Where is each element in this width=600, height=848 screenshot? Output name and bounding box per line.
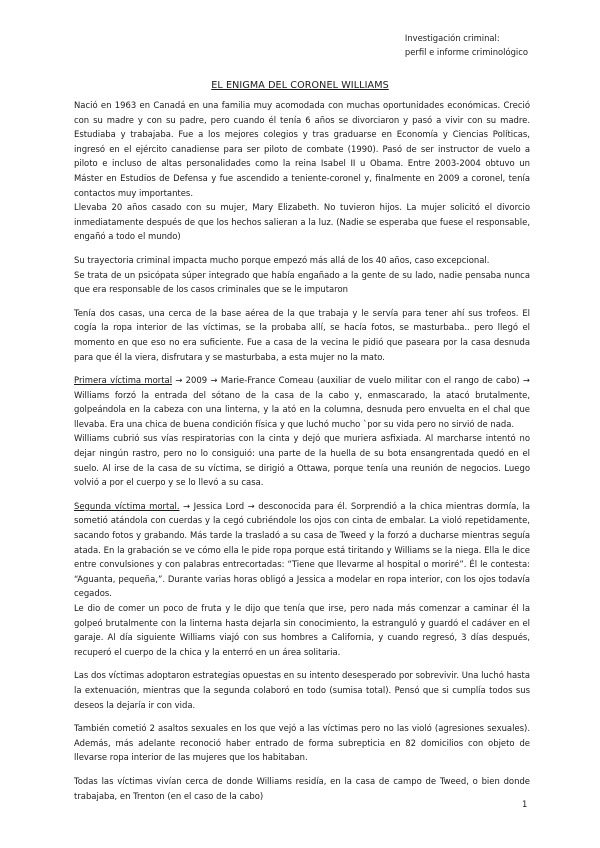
first-victim-text: → 2009 → Marie-France Comeau (auxiliar de vuelo militar con el rango de cabo) → Williams forzó la entrada del sótano de la casa de la cabo y, enmascarado, la atacó brutalmente, golpeándola en la cabeza con una linterna, y la ató en la columna, desnuda pero envuelta en el chal que llevaba. Era una chica de buena condición física y que luchó mucho `por su vida pero no sirvió de nada. [74, 375, 530, 429]
paragraph-trajectory: Su trayectoria criminal impacta mucho porque empezó más allá de los 40 años, caso excepcional. [74, 254, 490, 265]
paragraph-first-victim [74, 373, 530, 431]
paragraph-second-victim-continued: Le dio de comer un poco de fruta y le dijo que tenía que irse, pero nada más comenzar a caminar él la golpeó brutalmente con la linterna hasta dejarla sin conocimiento, la estranguló y guardó el cadáver en el garaje. Al día siguiente Williams viajó con sus hombres a California, y cuando regresó, 3 días después, recuperó el cuerpo de la chica y la enterró en un área solitaria. [74, 603, 530, 657]
header-line-2: perfil e informe criminológico [404, 47, 528, 57]
paragraph-psychopath: Se trata de un psicópata súper integrado que había engañado a la gente de su lado, nadie pensaba nunca que era responsable de los casos criminales que se le imputaron [74, 269, 530, 295]
paragraph-second-victim [74, 499, 530, 601]
running-header [405, 31, 528, 59]
paragraph-biography: Nació en 1963 en Canadá en una familia muy acomodada con muchas oportunidades económicas. Creció con su madre y con su padre, pero cuando él tenía 6 años se divorciaron y pasó a vivir con su madre. Estudiaba y trabajaba. Fue a los mejores colegios y tras graduarse en Economía y Ciencias Políticas, ingresó en el ejército canadiense para ser piloto de combate (1990). Pasó de ser instructor de vuelo a piloto e incluso de altas personalidades como la reina Isabel II u Obama. Entre 2003-2004 obtuvo un Máster en Estudios de Defensa y fue ascendido a teniente-coronel y, finalmente en 2009 a coronel, tenía contactos muy importantes. [74, 100, 530, 198]
paragraph-assaults: También cometió 2 asaltos sexuales en los que vejó a las víctimas pero no las violó (agresiones sexuales). Además, más adelante reconoció haber entrado de forma subrepticia en 82 domicilios con objeto de llevarse ropa interior de las mujeres que los habitaban. [74, 723, 530, 763]
second-victim-text: → Jessica Lord → desconocida para él. Sorprendió a la chica mientras dormía, la sometió atándola con cuerdas y la cegó cubriéndole los ojos con cinta de embalar. La violó repetidamente, sacando fotos y grabando. Más tarde la trasladó a su casa de Tweed y la forzó a ducharse mientras seguía atada. En la grabación se ve cómo ella le pide ropa porque está tiritando y Williams se la niega. Ella le dice entre convulsiones y con palabras entrecortadas: “Tiene que llevarme al hospital o moriré”. Él le contesta: “Aguanta, pequeña,”. Durante varias horas obligó a Jessica a modelar en ropa interior, con los ojos todavía cegados. [74, 500, 530, 599]
paragraph-strategies: Las dos víctimas adoptaron estrategias opuestas en su intento desesperado por sobrevivir. Una luchó hasta la extenuación, mientras que la segunda colaboró en todo (sumisa total). Pensó que si cumplía todos sus deseos la dejaría ir con vida. [74, 670, 530, 710]
paragraph-houses: Tenía dos casas, una cerca de la base aérea de la que trabaja y le servía para tener ahí sus trofeos. El cogía la ropa interior de las víctimas, se la probaba allí, se hacía fotos, se masturbaba.. pero llegó el momento en que eso no era suficiente. Fue a casa de la vecina le pidió que paseara por la casa desnuda para que él la viera, disfrutara y se masturbaba, a esta mujer no la mato. [74, 307, 530, 362]
document-body [74, 98, 530, 812]
header-line-1: Investigación criminal: [404, 33, 500, 43]
paragraph-marriage: Llevaba 20 años casado con su mujer, Mary Elizabeth. No tuvieron hijos. La mujer solicitó el divorcio inmediatamente después de que los hechos salieran a la luz. (Nadie se esperaba que fuese el responsable, engañó a todo el mundo) [74, 202, 530, 242]
first-victim-label: Primera víctima mortal [74, 375, 173, 386]
document-title: EL ENIGMA DEL CORONEL WILLIAMS [211, 80, 389, 91]
paragraph-locations: Todas las víctimas vivían cerca de donde Williams residía, en la casa de campo de Tweed, o bien donde trabajaba, en Trenton (en el caso de la cabo) [74, 775, 530, 801]
paragraph-first-victim-continued: Williams cubrió sus vías respiratorias con la cinta y dejó que muriera asfixiada. Al marcharse intentó no dejar ningún rastro, pero no lo consiguió: una parte de la huella de su bota ensangrentada quedó en el suelo. Al irse de la casa de su víctima, se dirigió a Ottawa, porque tenía una reunión de negocios. Luego volvió a por el cuerpo y se lo llevó a su casa. [74, 433, 530, 488]
second-victim-label: Segunda víctima mortal. [74, 500, 180, 511]
page-number: 1 [522, 799, 528, 809]
